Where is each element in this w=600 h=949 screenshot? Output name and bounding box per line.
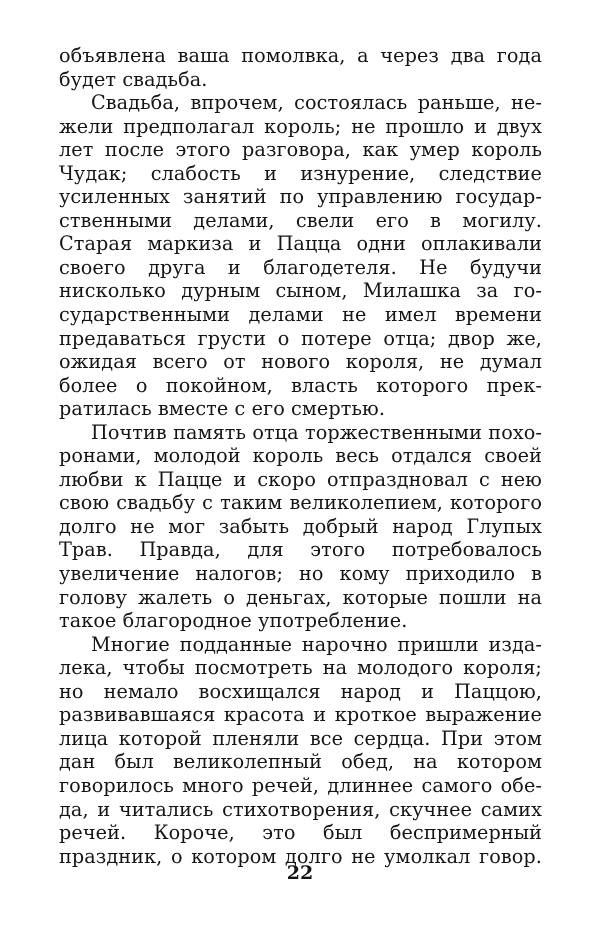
text-line: сударственными делами не имел времени (59, 303, 542, 327)
page-number: 22 (286, 862, 314, 884)
text-line: Старая маркиза и Пацца одни оплакивали (59, 232, 542, 256)
text-line: нисколько дурным сыном, Милашка за го- (59, 279, 542, 303)
text-line: голову жалеть о деньгах, которые пошли на (59, 585, 542, 609)
text-line: свою свадьбу с таким великолепием, которого (59, 491, 542, 515)
text-line: ожидая всего от нового короля, не думал (59, 350, 542, 374)
text-line: речей. Короче, это был беспримерный (59, 821, 542, 845)
text-line: лет после этого разговора, как умер король (59, 138, 542, 162)
text-line: долго не мог забыть добрый народ Глупых (59, 514, 542, 538)
text-line: но немало восхищался народ и Паццою, (59, 679, 542, 703)
text-line: предаваться грусти о потере отца; двор же, (59, 326, 542, 350)
text-line: усиленных занятий по управлению государ- (59, 185, 542, 209)
paragraph (59, 91, 542, 421)
text-line: увеличение налогов; но кому приходило в (59, 562, 542, 586)
text-line: Почтив память отца торжественными похо- (91, 420, 542, 444)
paragraph (59, 633, 542, 868)
text-line: объявлена ваша помолвка, а через два года (59, 44, 542, 67)
text-line: развивавшаяся красота и кроткое выражение (59, 703, 542, 727)
text-line: такое благородное употребление. (59, 609, 408, 633)
text-line: Многие подданные нарочно пришли изда- (91, 632, 542, 656)
body-text (59, 44, 542, 868)
text-line: Трав. Правда, для этого потребовалось (59, 538, 542, 562)
text-line: жели предполагал король; не прошло и двух (59, 114, 542, 138)
text-line: праздник, о котором долго не умолкал говор. (59, 844, 542, 868)
text-line: ственными делами, свели его в могилу. (59, 208, 542, 232)
text-line: своего друга и благодетеля. Не будучи (59, 255, 542, 279)
text-line: говорилось много речей, длиннее самого обе- (59, 773, 542, 797)
paragraph (59, 44, 542, 91)
text-line: будет свадьба. (59, 67, 208, 91)
text-line: Свадьба, впрочем, состоялась раньше, не- (91, 91, 542, 115)
text-line: более о покойном, власть которого прек- (59, 373, 542, 397)
text-line: ратилась вместе с его смертью. (59, 397, 386, 421)
text-line: да, и читались стихотворения, скучнее самих (59, 797, 542, 821)
text-line: ронами, молодой король весь отдался своей (59, 444, 542, 468)
paragraph (59, 421, 542, 633)
text-line: Чудак; слабость и изнурение, следствие (59, 161, 542, 185)
text-line: любви к Пацце и скоро отпраздновал с нею (59, 467, 542, 491)
text-line: лица которой пленяли все сердца. При этом (59, 726, 542, 750)
text-line: лека, чтобы посмотреть на молодого короля; (59, 656, 542, 680)
text-line: дан был великолепный обед, на котором (59, 750, 542, 774)
